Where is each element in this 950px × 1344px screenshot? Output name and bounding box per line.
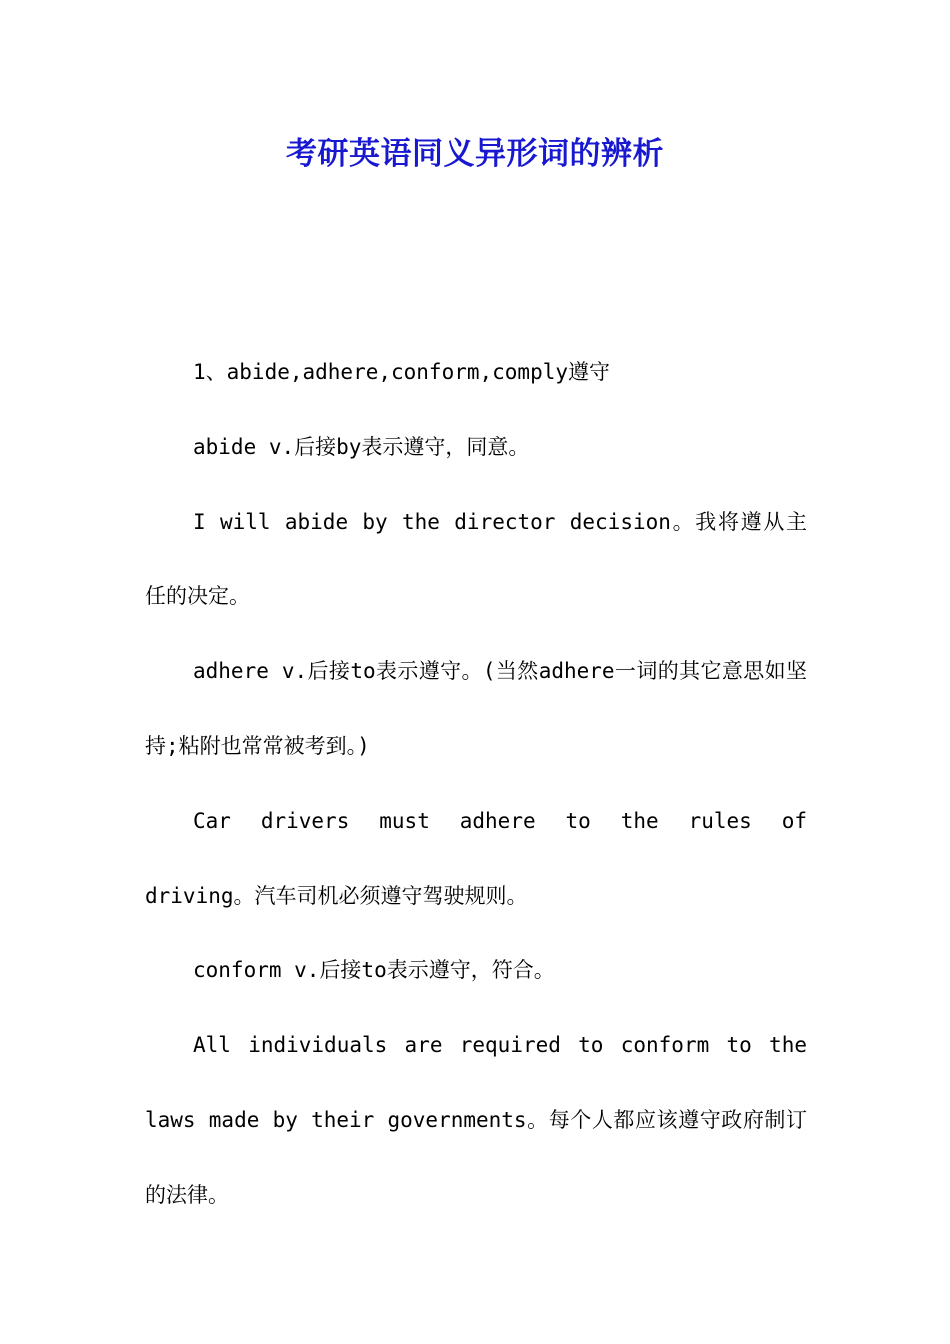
paragraph-conform-example: All individuals are required to conform to the laws made by their governments。每个人都应该遵守政府制订的法律。 (145, 1033, 807, 1207)
paragraph-conform-definition: conform v.后接to表示遵守，符合。 (193, 958, 555, 983)
paragraph-heading-1: 1、abide,adhere,conform,comply遵守 (193, 360, 611, 384)
paragraph-abide-example: I will abide by the director decision。我将遵从主任的决定。 (145, 509, 807, 609)
document-title: 考研英语同义异形词的辨析 (286, 136, 664, 172)
paragraph-adhere-definition: adhere v.后接to表示遵守。(当然adhere一词的其它意思如坚持;粘附也常常被考到。) (145, 659, 807, 758)
paragraph-adhere-example: Car drivers must adhere to the rules of driving。汽车司机必须遵守驾驶规则。 (145, 808, 807, 908)
paragraph-abide-definition: abide v.后接by表示遵守，同意。 (193, 434, 530, 459)
document-body (145, 335, 807, 1233)
